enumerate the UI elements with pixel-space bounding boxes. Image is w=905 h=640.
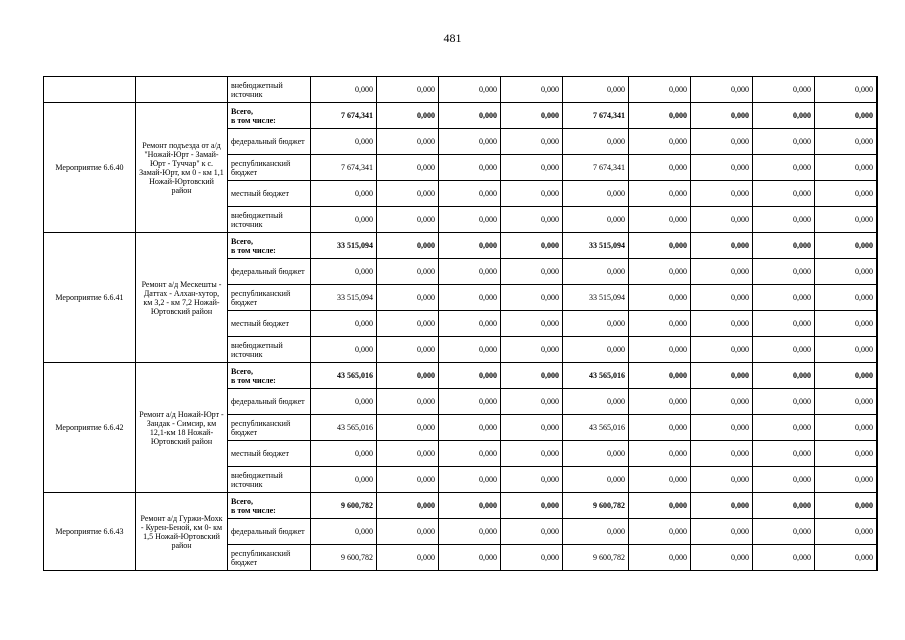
value-cell: 0,000	[311, 181, 377, 207]
source-cell: республиканский бюджет	[228, 415, 311, 441]
value-cell: 0,000	[753, 441, 815, 467]
source-cell: внебюджетный источник	[228, 337, 311, 363]
activity-cell	[44, 77, 136, 103]
value-cell	[877, 493, 878, 519]
value-cell: 9 600,782	[311, 493, 377, 519]
value-cell: 0,000	[501, 337, 563, 363]
value-cell: 0,000	[439, 363, 501, 389]
value-cell: 0,000	[815, 207, 877, 233]
value-cell	[877, 103, 878, 129]
object-cell: Ремонт а/д Мескешты - Даттах - Алхан-хутор, км 3,2 - км 7,2 Ножай-Юртовский район	[136, 233, 228, 363]
value-cell: 0,000	[501, 519, 563, 545]
value-cell: 0,000	[311, 207, 377, 233]
value-cell: 0,000	[753, 259, 815, 285]
value-cell: 0,000	[501, 441, 563, 467]
value-cell: 0,000	[377, 545, 439, 571]
source-cell: федеральный бюджет	[228, 519, 311, 545]
value-cell: 0,000	[377, 207, 439, 233]
value-cell: 0,000	[501, 311, 563, 337]
table-row	[44, 77, 878, 103]
value-cell: 0,000	[815, 441, 877, 467]
source-cell: федеральный бюджет	[228, 129, 311, 155]
value-cell: 0,000	[753, 311, 815, 337]
value-cell	[877, 285, 878, 311]
value-cell: 0,000	[439, 519, 501, 545]
value-cell: 0,000	[815, 311, 877, 337]
value-cell: 0,000	[691, 155, 753, 181]
table-row	[44, 233, 878, 259]
value-cell: 0,000	[629, 207, 691, 233]
value-cell: 0,000	[629, 493, 691, 519]
value-cell: 0,000	[501, 363, 563, 389]
value-cell	[877, 519, 878, 545]
value-cell	[877, 155, 878, 181]
value-cell: 0,000	[815, 259, 877, 285]
value-cell: 0,000	[439, 415, 501, 441]
value-cell: 0,000	[691, 233, 753, 259]
value-cell: 0,000	[311, 311, 377, 337]
value-cell: 0,000	[501, 415, 563, 441]
source-cell: внебюджетный источник	[228, 77, 311, 103]
page-number: 481	[443, 31, 462, 45]
value-cell: 0,000	[691, 493, 753, 519]
value-cell: 0,000	[815, 415, 877, 441]
value-cell: 0,000	[563, 129, 629, 155]
value-cell: 0,000	[629, 467, 691, 493]
source-cell: Всего, в том числе:	[228, 363, 311, 389]
value-cell: 0,000	[563, 389, 629, 415]
value-cell: 0,000	[629, 441, 691, 467]
value-cell: 0,000	[753, 337, 815, 363]
value-cell: 0,000	[753, 467, 815, 493]
value-cell: 0,000	[501, 207, 563, 233]
value-cell: 0,000	[501, 233, 563, 259]
source-cell: Всего, в том числе:	[228, 103, 311, 129]
value-cell: 0,000	[815, 493, 877, 519]
value-cell: 0,000	[377, 441, 439, 467]
value-cell: 0,000	[691, 415, 753, 441]
value-cell: 0,000	[377, 285, 439, 311]
value-cell: 0,000	[501, 129, 563, 155]
value-cell: 0,000	[753, 545, 815, 571]
value-cell	[877, 441, 878, 467]
object-cell: Ремонт а/д Гуржи-Мохк - Курен-Беной, км 0- км 1,5 Ножай-Юртовский район	[136, 493, 228, 571]
value-cell: 0,000	[691, 181, 753, 207]
value-cell: 0,000	[377, 493, 439, 519]
value-cell: 0,000	[753, 155, 815, 181]
value-cell: 0,000	[753, 103, 815, 129]
value-cell: 0,000	[691, 103, 753, 129]
value-cell: 0,000	[629, 545, 691, 571]
value-cell: 0,000	[691, 311, 753, 337]
value-cell: 0,000	[629, 77, 691, 103]
value-cell: 0,000	[311, 129, 377, 155]
value-cell: 0,000	[629, 181, 691, 207]
budget-table	[43, 76, 878, 571]
value-cell: 0,000	[629, 311, 691, 337]
value-cell: 0,000	[691, 519, 753, 545]
value-cell: 0,000	[439, 311, 501, 337]
value-cell: 0,000	[691, 467, 753, 493]
value-cell: 33 515,094	[311, 233, 377, 259]
value-cell: 43 565,016	[311, 415, 377, 441]
value-cell: 0,000	[377, 155, 439, 181]
object-cell	[136, 77, 228, 103]
value-cell: 0,000	[439, 181, 501, 207]
value-cell: 0,000	[629, 285, 691, 311]
value-cell: 0,000	[815, 129, 877, 155]
value-cell: 0,000	[753, 285, 815, 311]
value-cell: 0,000	[629, 103, 691, 129]
source-cell: федеральный бюджет	[228, 389, 311, 415]
value-cell: 43 565,016	[311, 363, 377, 389]
value-cell: 33 515,094	[311, 285, 377, 311]
value-cell: 0,000	[629, 363, 691, 389]
value-cell: 0,000	[753, 181, 815, 207]
value-cell: 0,000	[377, 389, 439, 415]
value-cell: 0,000	[311, 77, 377, 103]
value-cell: 0,000	[629, 389, 691, 415]
source-cell: Всего, в том числе:	[228, 493, 311, 519]
value-cell: 0,000	[439, 155, 501, 181]
value-cell	[877, 389, 878, 415]
value-cell: 0,000	[815, 285, 877, 311]
value-cell: 0,000	[815, 519, 877, 545]
value-cell: 0,000	[501, 155, 563, 181]
value-cell: 0,000	[753, 415, 815, 441]
source-cell: внебюджетный источник	[228, 207, 311, 233]
value-cell: 0,000	[753, 493, 815, 519]
value-cell: 0,000	[753, 363, 815, 389]
value-cell: 0,000	[377, 129, 439, 155]
value-cell	[877, 415, 878, 441]
budget-table-body	[44, 77, 878, 571]
value-cell: 0,000	[377, 337, 439, 363]
value-cell	[877, 363, 878, 389]
value-cell: 0,000	[691, 259, 753, 285]
source-cell: местный бюджет	[228, 441, 311, 467]
source-cell: Всего, в том числе:	[228, 233, 311, 259]
value-cell: 0,000	[691, 363, 753, 389]
value-cell	[877, 207, 878, 233]
value-cell: 0,000	[311, 519, 377, 545]
value-cell: 0,000	[377, 181, 439, 207]
value-cell: 0,000	[501, 285, 563, 311]
value-cell: 0,000	[691, 441, 753, 467]
value-cell: 0,000	[439, 389, 501, 415]
value-cell: 0,000	[563, 259, 629, 285]
value-cell: 0,000	[377, 519, 439, 545]
value-cell: 0,000	[501, 467, 563, 493]
value-cell: 0,000	[629, 129, 691, 155]
value-cell: 0,000	[501, 389, 563, 415]
value-cell: 0,000	[563, 181, 629, 207]
table-row	[44, 103, 878, 129]
activity-cell: Мероприятие 6.6.43	[44, 493, 136, 571]
value-cell: 0,000	[753, 129, 815, 155]
value-cell: 0,000	[439, 77, 501, 103]
value-cell: 0,000	[815, 389, 877, 415]
value-cell: 0,000	[439, 337, 501, 363]
value-cell: 0,000	[815, 363, 877, 389]
value-cell: 0,000	[815, 545, 877, 571]
value-cell: 0,000	[501, 545, 563, 571]
value-cell	[877, 467, 878, 493]
value-cell: 0,000	[815, 155, 877, 181]
value-cell: 0,000	[563, 77, 629, 103]
value-cell: 0,000	[815, 467, 877, 493]
value-cell: 9 600,782	[563, 545, 629, 571]
value-cell: 33 515,094	[563, 233, 629, 259]
value-cell: 7 674,341	[311, 155, 377, 181]
value-cell: 0,000	[439, 207, 501, 233]
value-cell: 0,000	[629, 155, 691, 181]
value-cell: 0,000	[629, 415, 691, 441]
value-cell	[877, 259, 878, 285]
value-cell: 0,000	[753, 519, 815, 545]
object-cell: Ремонт подъезда от а/д "Ножай-Юрт - Замай-Юрт - Туччар" к с. Замай-Юрт, км 0 - км 1,1 Ножай-Юртовский район	[136, 103, 228, 233]
value-cell: 7 674,341	[311, 103, 377, 129]
value-cell: 0,000	[311, 467, 377, 493]
source-cell: республиканский бюджет	[228, 545, 311, 571]
value-cell: 0,000	[563, 467, 629, 493]
value-cell: 0,000	[753, 389, 815, 415]
value-cell: 0,000	[815, 103, 877, 129]
activity-cell: Мероприятие 6.6.42	[44, 363, 136, 493]
value-cell	[877, 77, 878, 103]
source-cell: федеральный бюджет	[228, 259, 311, 285]
value-cell: 0,000	[439, 129, 501, 155]
value-cell: 0,000	[377, 77, 439, 103]
value-cell: 0,000	[815, 77, 877, 103]
table-row	[44, 493, 878, 519]
value-cell: 0,000	[753, 233, 815, 259]
value-cell: 7 674,341	[563, 155, 629, 181]
value-cell: 0,000	[377, 103, 439, 129]
source-cell: местный бюджет	[228, 311, 311, 337]
value-cell: 0,000	[311, 389, 377, 415]
value-cell	[877, 233, 878, 259]
value-cell: 0,000	[439, 545, 501, 571]
value-cell: 0,000	[377, 233, 439, 259]
value-cell: 0,000	[501, 77, 563, 103]
value-cell	[877, 181, 878, 207]
value-cell: 0,000	[501, 259, 563, 285]
value-cell: 0,000	[563, 207, 629, 233]
value-cell: 0,000	[439, 103, 501, 129]
value-cell: 0,000	[439, 467, 501, 493]
value-cell: 0,000	[563, 311, 629, 337]
value-cell: 0,000	[629, 519, 691, 545]
value-cell: 43 565,016	[563, 363, 629, 389]
value-cell: 9 600,782	[311, 545, 377, 571]
activity-cell: Мероприятие 6.6.41	[44, 233, 136, 363]
value-cell	[877, 545, 878, 571]
table-row	[44, 363, 878, 389]
activity-cell: Мероприятие 6.6.40	[44, 103, 136, 233]
value-cell: 0,000	[691, 285, 753, 311]
value-cell: 0,000	[377, 311, 439, 337]
value-cell: 0,000	[377, 415, 439, 441]
source-cell: республиканский бюджет	[228, 285, 311, 311]
value-cell: 0,000	[501, 181, 563, 207]
value-cell: 0,000	[311, 441, 377, 467]
value-cell	[877, 311, 878, 337]
value-cell: 0,000	[563, 337, 629, 363]
value-cell: 0,000	[439, 493, 501, 519]
value-cell: 0,000	[377, 259, 439, 285]
value-cell: 0,000	[439, 259, 501, 285]
value-cell: 0,000	[815, 337, 877, 363]
value-cell: 9 600,782	[563, 493, 629, 519]
value-cell	[877, 129, 878, 155]
value-cell: 0,000	[439, 285, 501, 311]
value-cell: 0,000	[691, 77, 753, 103]
value-cell: 0,000	[815, 233, 877, 259]
value-cell: 0,000	[563, 441, 629, 467]
value-cell: 0,000	[629, 233, 691, 259]
object-cell: Ремонт а/д Ножай-Юрт - Зандак - Симсир, км 12,1-км 18 Ножай-Юртовский район	[136, 363, 228, 493]
value-cell	[877, 337, 878, 363]
value-cell: 0,000	[691, 129, 753, 155]
value-cell: 0,000	[501, 493, 563, 519]
value-cell: 0,000	[377, 467, 439, 493]
source-cell: местный бюджет	[228, 181, 311, 207]
value-cell: 7 674,341	[563, 103, 629, 129]
value-cell: 0,000	[753, 207, 815, 233]
source-cell: внебюджетный источник	[228, 467, 311, 493]
value-cell: 0,000	[691, 545, 753, 571]
source-cell: республиканский бюджет	[228, 155, 311, 181]
value-cell: 0,000	[377, 363, 439, 389]
value-cell: 0,000	[815, 181, 877, 207]
value-cell: 0,000	[691, 207, 753, 233]
value-cell: 0,000	[439, 233, 501, 259]
value-cell: 33 515,094	[563, 285, 629, 311]
value-cell: 0,000	[629, 337, 691, 363]
value-cell: 0,000	[311, 259, 377, 285]
value-cell: 0,000	[439, 441, 501, 467]
value-cell: 0,000	[691, 389, 753, 415]
value-cell: 0,000	[563, 519, 629, 545]
value-cell: 43 565,016	[563, 415, 629, 441]
value-cell: 0,000	[753, 77, 815, 103]
value-cell: 0,000	[311, 337, 377, 363]
value-cell: 0,000	[691, 337, 753, 363]
value-cell: 0,000	[501, 103, 563, 129]
value-cell: 0,000	[629, 259, 691, 285]
